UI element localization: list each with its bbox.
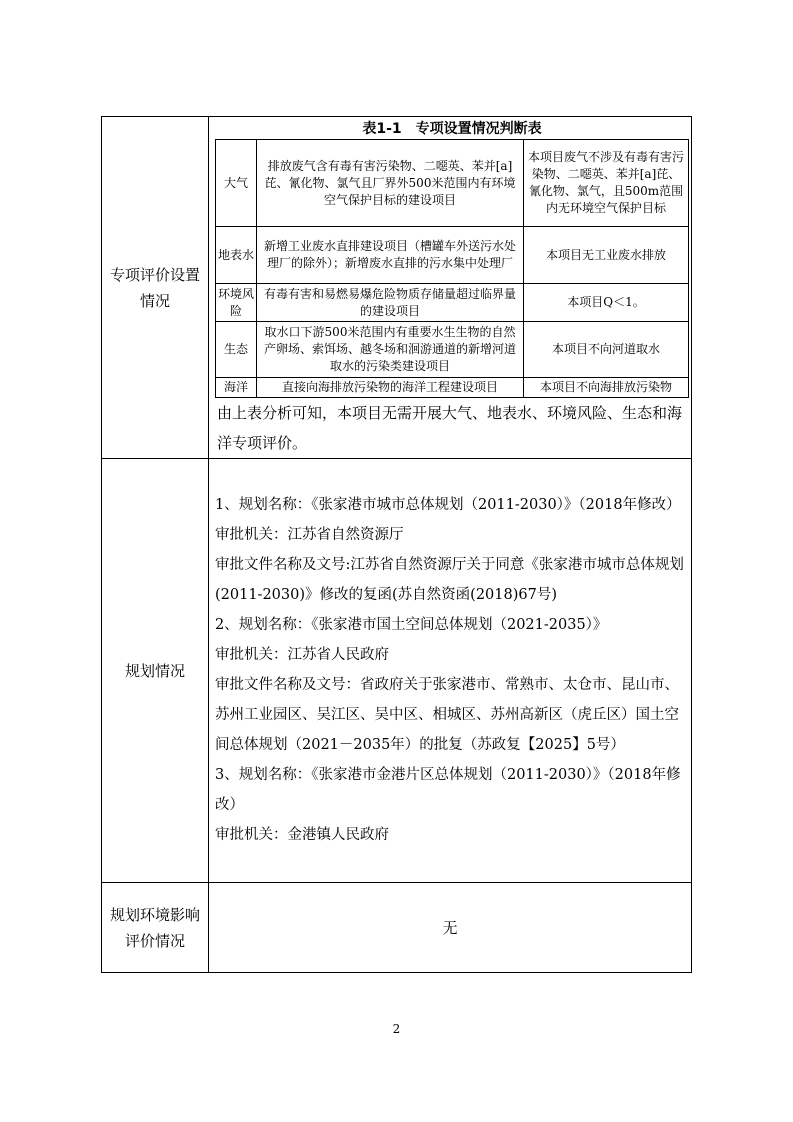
plan-line: 审批机关：江苏省自然资源厅 xyxy=(215,526,404,543)
judgement-cell: 本项目Q＜1。 xyxy=(524,284,689,322)
factor-cell: 生态 xyxy=(216,322,257,378)
planning-label: 规划情况 xyxy=(102,459,209,883)
criteria-cell: 直接向海排放污染物的海洋工程建设项目 xyxy=(257,378,524,398)
conclusion-text: 由上表分析可知，本项目无需开展大气、地表水、环境风险、生态和海洋专项评价。 xyxy=(217,404,683,452)
factor-cell: 地表水 xyxy=(216,227,257,284)
table-row xyxy=(216,227,689,284)
judgement-table xyxy=(215,139,689,398)
judgement-cell: 本项目不向海排放污染物 xyxy=(524,378,689,398)
plan-line: 3、规划名称：《张家港市金港片区总体规划（2011-2030）》（2018年修改） xyxy=(215,766,681,813)
plan-line: 审批机关：江苏省人民政府 xyxy=(215,646,389,663)
plan-line: 2、规划名称：《张家港市国土空间总体规划（2021-2035）》 xyxy=(215,616,608,633)
main-table xyxy=(101,116,692,973)
plan-eia-value: 无 xyxy=(209,883,692,973)
page-number: 2 xyxy=(392,1022,401,1036)
judgement-cell: 本项目废气不涉及有毒有害污染物、二噁英、苯并[a]芘、氰化物、氯气，且500m范围内无环境空气保护目标 xyxy=(524,140,689,227)
plan-eia-row xyxy=(102,883,692,973)
table-row xyxy=(216,284,689,322)
plan-line: 审批文件名称及文号:江苏省自然资源厅关于同意《张家港市城市总体规划(2011-2030)》修改的复函(苏自然资函(2018)67号) xyxy=(215,556,684,603)
criteria-cell: 新增工业废水直排建设项目（槽罐车外送污水处理厂的除外）；新增废水直排的污水集中处理厂 xyxy=(257,227,524,284)
table-row xyxy=(216,140,689,227)
plan-eia-label: 规划环境影响评价情况 xyxy=(102,883,209,973)
table-row xyxy=(216,378,689,398)
criteria-cell: 有毒有害和易燃易爆危险物质存储量超过临界量的建设项目 xyxy=(257,284,524,322)
criteria-cell: 排放废气含有毒有害污染物、二噁英、苯并[a]芘、氰化物、氯气且厂界外500米范围内有环境空气保护目标的建设项目 xyxy=(257,140,524,227)
plan-line: 审批机关：金港镇人民政府 xyxy=(215,826,389,843)
criteria-cell: 取水口下游500米范围内有重要水生生物的自然产卵场、索饵场、越冬场和洄游通道的新增河道取水的污染类建设项目 xyxy=(257,322,524,378)
factor-cell: 海洋 xyxy=(216,378,257,398)
special-evaluation-row xyxy=(102,117,692,459)
judgement-cell: 本项目不向河道取水 xyxy=(524,322,689,378)
planning-content xyxy=(209,486,691,856)
table-row xyxy=(216,322,689,378)
planning-row xyxy=(102,459,692,883)
judgement-cell: 本项目无工业废水排放 xyxy=(524,227,689,284)
table-title: 表1-1 专项设置情况判断表 xyxy=(362,121,542,137)
plan-line: 审批文件名称及文号：省政府关于张家港市、常熟市、太仓市、昆山市、苏州工业园区、吴江区、吴中区、相城区、苏州高新区（虎丘区）国土空间总体规划（2021－2035年）的批复（苏政复【2025】5号） xyxy=(215,676,679,753)
factor-cell: 环境风险 xyxy=(216,284,257,322)
factor-cell: 大气 xyxy=(216,140,257,227)
special-evaluation-label: 专项评价设置情况 xyxy=(102,117,209,459)
plan-line: 1、规划名称：《张家港市城市总体规划（2011-2030）》（2018年修改） xyxy=(215,496,681,513)
